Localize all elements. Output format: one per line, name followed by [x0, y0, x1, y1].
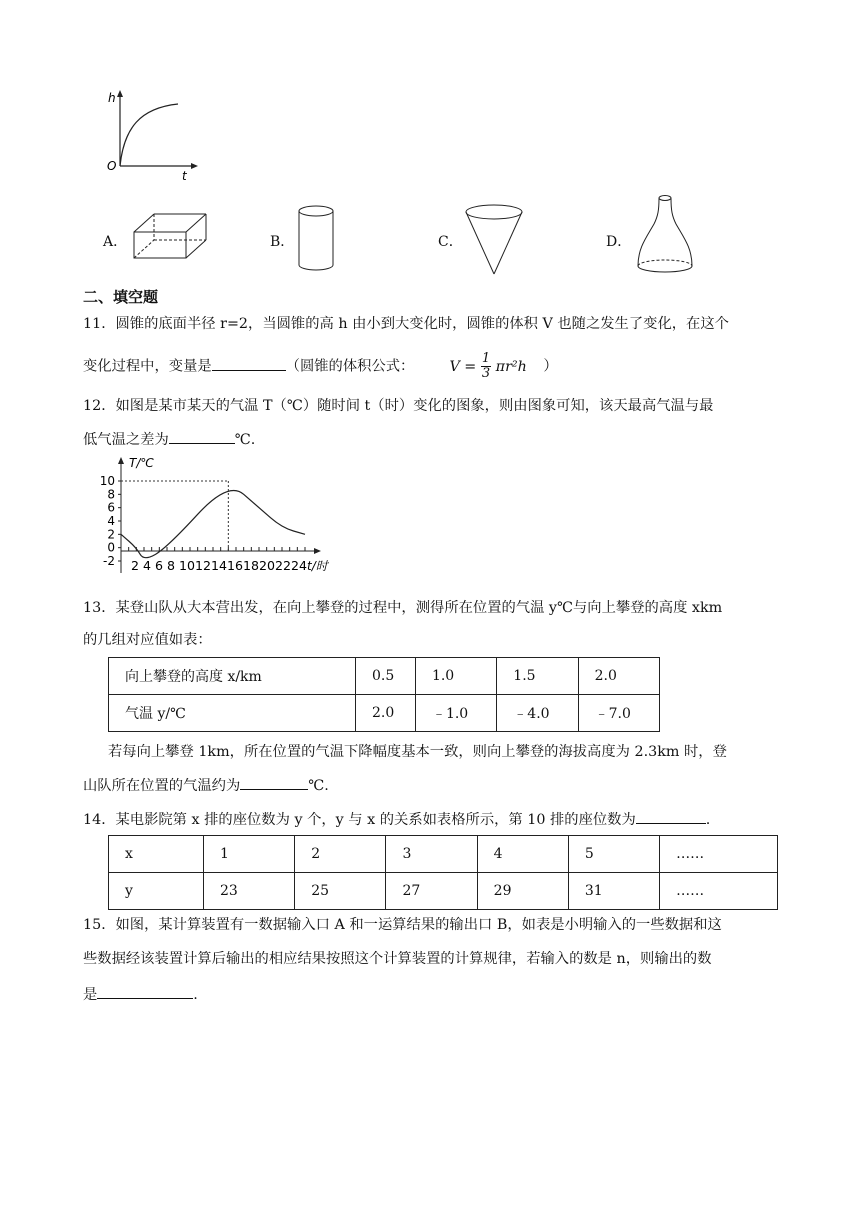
flask-figure [632, 192, 698, 278]
cone-figure [463, 200, 527, 278]
q12-line1: 12．如图是某市某天的气温 T（℃）随时间 t（时）变化的图象，则由图象可知，该天最高气温与最 [83, 398, 714, 414]
q13-after-line2: 山队所在位置的气温约为 ℃. [83, 774, 329, 796]
cylinder-figure [296, 203, 338, 273]
chart-y-label: T/℃ [129, 456, 154, 470]
temperature-chart [95, 455, 345, 580]
q14-answer-blank[interactable] [636, 808, 706, 824]
altitude-temperature-table [108, 657, 660, 732]
volume-formula: V = $\frac{1}{3}$ πr²h [449, 351, 527, 381]
q13-line1: 13．某登山队从大本营出发，在向上攀登的过程中，测得所在位置的气温 y℃与向上攀登的高度 xkm [83, 600, 723, 616]
y-tick-label: 0 [107, 540, 115, 555]
chart-x-label: t/时 [307, 559, 328, 573]
t-axis-label: t [182, 169, 187, 183]
seat-count-table [108, 835, 778, 910]
y-tick-label: -2 [103, 554, 115, 568]
table-row: x 1 2 3 4 5 …… [109, 836, 778, 873]
q15-answer-blank[interactable] [97, 983, 193, 999]
q11-line2: 变化过程中，变量是 （圆锥的体积公式： V = $\frac{1}{3}$ πr²h ） [83, 351, 558, 381]
y-tick-label: 4 [107, 514, 115, 528]
q13-line2: 的几组对应值如表： [83, 632, 212, 648]
table-row: 气温 y/℃ 2.0 ﹣1.0 ﹣4.0 ﹣7.0 [109, 695, 660, 732]
chart-x-tick-labels: 2 4 6 8 1012141618202224 [131, 559, 307, 573]
table-row: 向上攀登的高度 x/km 0.5 1.0 1.5 2.0 [109, 658, 660, 695]
q12-answer-blank[interactable] [169, 428, 235, 444]
q13-after-line1: 若每向上攀登 1km，所在位置的气温下降幅度基本一致，则向上攀登的海拔高度为 2.3km 时，登 [108, 744, 727, 760]
y-tick-label: 10 [99, 474, 115, 488]
y-tick-label: 6 [107, 500, 115, 515]
table-row: y 23 25 27 29 31 …… [109, 873, 778, 910]
y-tick-label: 2 [107, 527, 115, 542]
q11-answer-blank[interactable] [212, 355, 286, 371]
q15-line2: 些数据经该装置计算后输出的相应结果按照这个计算装置的计算规律，若输入的数是 n，则输出的数 [83, 951, 712, 967]
origin-label: O [107, 159, 117, 173]
rectangular-prism-figure [130, 210, 216, 262]
section-title: 二、填空题 [83, 288, 159, 306]
q15-line1: 15．如图，某计算装置有一数据输入口 A 和一运算结果的输出口 B，如表是小明输入的一些数据和这 [83, 917, 722, 933]
q12-line2: 低气温之差为 ℃. [83, 428, 255, 450]
h-axis-label: h [108, 91, 116, 105]
option-c-label: C． [438, 234, 463, 250]
q15-line3: 是 . [83, 983, 198, 1005]
option-a-label: A． [103, 234, 128, 250]
q13-answer-blank[interactable] [240, 774, 308, 790]
q14-line1: 14．某电影院第 x 排的座位数为 y 个，y 与 x 的关系如表格所示，第 10 排的座位数为 . [83, 808, 710, 830]
option-d-label: D． [606, 234, 632, 250]
height-time-graph [100, 88, 200, 184]
y-tick-label: 8 [107, 487, 115, 502]
option-b-label: B． [270, 234, 295, 250]
q11-line1: 11．圆锥的底面半径 r=2，当圆锥的高 h 由小到大变化时，圆锥的体积 V 也随之发生了变化，在这个 [83, 316, 729, 332]
